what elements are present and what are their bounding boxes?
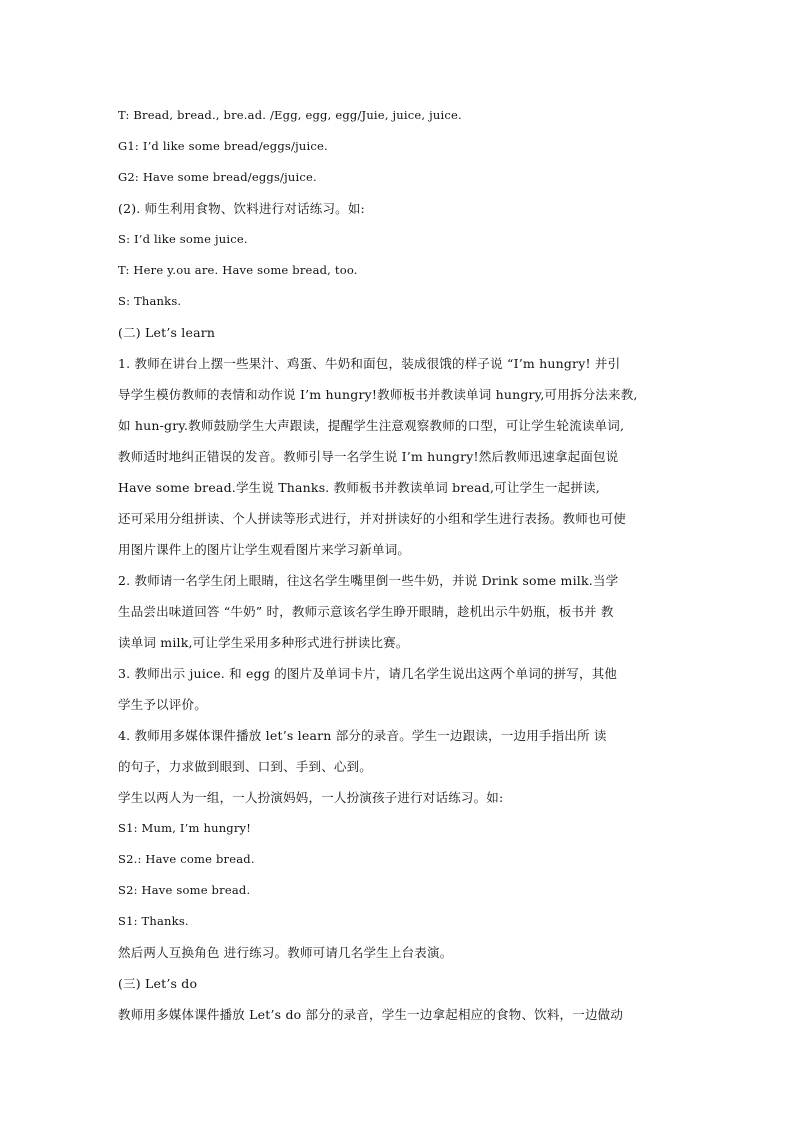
step-heading: (2). 师生利用食物、饮料进行对话练习。如: bbox=[118, 201, 365, 216]
paragraph-line: 导学生模仿教师的表情和动作说 I’m hungry!教师板书并教读单词 hungry,可用拆分法来教, bbox=[118, 387, 638, 402]
paragraph-line: Have some bread.学生说 Thanks. 教师板书并教读单词 bread,可让学生一起拼读, bbox=[118, 480, 600, 495]
dialogue-line: S1: Thanks. bbox=[118, 914, 189, 928]
dialogue-line: G1: I’d like some bread/eggs/juice. bbox=[118, 139, 328, 153]
paragraph-line: 还可采用分组拼读、个人拼读等形式进行，并对拼读好的小组和学生进行表扬。教师也可使 bbox=[118, 511, 627, 526]
paragraph-line: 学生予以评价。 bbox=[118, 697, 207, 712]
dialogue-line: S2.: Have come bread. bbox=[118, 852, 255, 866]
paragraph-line: 生品尝出味道回答 “牛奶” 时，教师示意该名学生睁开眼睛，趁机出示牛奶瓶，板书并 教 bbox=[118, 604, 614, 619]
paragraph-line: 4. 教师用多媒体课件播放 let’s learn 部分的录音。学生一边跟读，一边用手指出所 读 bbox=[118, 728, 607, 743]
paragraph-line: 然后两人互换角色 进行练习。教师可请几名学生上台表演。 bbox=[118, 945, 453, 960]
dialogue-line: S: Thanks. bbox=[118, 294, 182, 308]
paragraph-line: 读单词 milk,可让学生采用多种形式进行拼读比赛。 bbox=[118, 635, 409, 650]
paragraph-line: 学生以两人为一组，一人扮演妈妈，一人扮演孩子进行对话练习。如: bbox=[118, 790, 504, 805]
paragraph-line: 的句子，力求做到眼到、口到、手到、心到。 bbox=[118, 759, 373, 774]
section-heading: (三) Let’s do bbox=[118, 976, 198, 991]
paragraph-line: 2. 教师请一名学生闭上眼睛，往这名学生嘴里倒一些牛奶，并说 Drink some milk.当学 bbox=[118, 573, 619, 588]
dialogue-line: S: I’d like some juice. bbox=[118, 232, 248, 246]
dialogue-line: S2: Have some bread. bbox=[118, 883, 251, 897]
paragraph-line: 如 hun-gry.教师鼓励学生大声跟读，提醒学生注意观察教师的口型，可让学生轮流读单词, bbox=[118, 418, 625, 433]
document-body bbox=[118, 100, 680, 1030]
dialogue-line: G2: Have some bread/eggs/juice. bbox=[118, 170, 317, 184]
dialogue-line: T: Bread, bread., bre.ad. /Egg, egg, egg/Juie, juice, juice. bbox=[118, 108, 462, 122]
dialogue-line: S1: Mum, I’m hungry! bbox=[118, 821, 252, 835]
dialogue-line: T: Here y.ou are. Have some bread, too. bbox=[118, 263, 358, 277]
paragraph-line: 用图片课件上的图片让学生观看图片来学习新单词。 bbox=[118, 542, 411, 557]
paragraph-line: 教师适时地纠正错误的发音。教师引导一名学生说 I’m hungry!然后教师迅速拿起面包说 bbox=[118, 449, 619, 464]
section-heading: (二) Let’s learn bbox=[118, 325, 216, 340]
paragraph-line: 3. 教师出示 juice. 和 egg 的图片及单词卡片，请几名学生说出这两个单词的拼写，其他 bbox=[118, 666, 618, 681]
paragraph-line: 1. 教师在讲台上摆一些果汁、鸡蛋、牛奶和面包，装成很饿的样子说 “I’m hungry! 并引 bbox=[118, 356, 621, 371]
paragraph-line: 教师用多媒体课件播放 Let’s do 部分的录音，学生一边拿起相应的食物、饮料，一边做动 bbox=[118, 1007, 624, 1022]
